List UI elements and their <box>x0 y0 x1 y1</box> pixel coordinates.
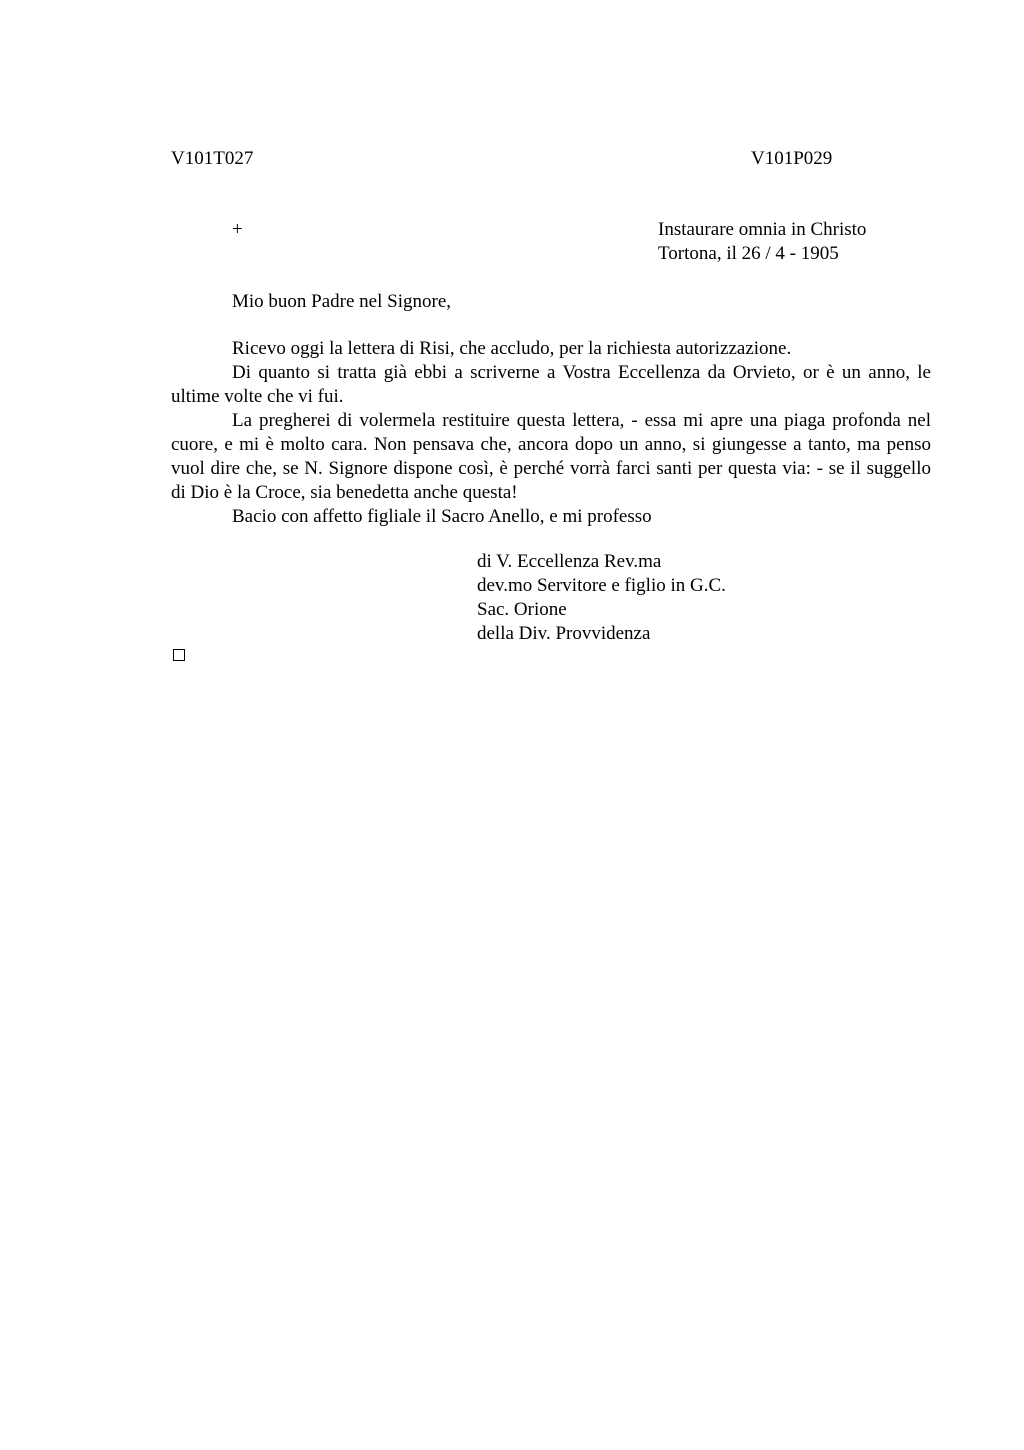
signature-line: della Div. Provvidenza <box>477 623 651 644</box>
paragraph: Ricevo oggi la lettera di Risi, che accludo, per la richiesta autorizzazione. <box>232 338 792 359</box>
signature-name: Sac. Orione <box>477 599 567 620</box>
paragraph: Di quanto si tratta già ebbi a scriverne a Vostra Eccellenza da Orvieto, or è un anno, le ultime volte che vi fui. <box>171 362 931 407</box>
letter-place-date: Tortona, il 26 / 4 - 1905 <box>658 243 839 264</box>
end-of-document-box-icon <box>173 649 185 661</box>
letterhead-motto: Instaurare omnia in Christo <box>658 219 867 240</box>
letter-body <box>171 337 931 529</box>
signature-block <box>477 550 726 646</box>
signature-line: dev.mo Servitore e figlio in G.C. <box>477 575 726 596</box>
signature-line: di V. Eccellenza Rev.ma <box>477 551 662 572</box>
document-code-right: V101P029 <box>751 148 833 169</box>
paragraph: Bacio con affetto figliale il Sacro Anello, e mi professo <box>232 506 652 527</box>
salutation: Mio buon Padre nel Signore, <box>232 291 452 312</box>
paragraph: La pregherei di volermela restituire questa lettera, - essa mi apre una piaga profonda nel cuore, e mi è molto cara. Non pensava che, ancora dopo un anno, si giungesse a tanto, ma penso vuol dire che, se N. Signore dispone così, è perché vorrà farci santi per questa via: - se il suggello di Dio è la Croce, sia benedetta anche questa! <box>171 410 931 503</box>
document-code-left: V101T027 <box>171 148 254 169</box>
cross-symbol: + <box>232 219 243 240</box>
